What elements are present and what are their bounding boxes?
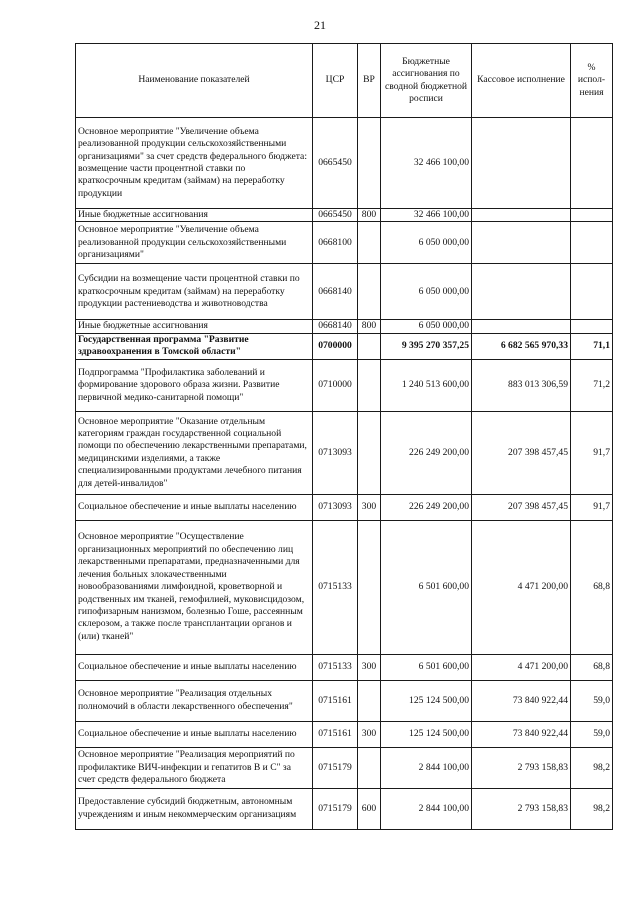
row-csr-cell: 0713093 bbox=[313, 411, 358, 494]
row-vr-cell bbox=[358, 520, 381, 654]
row-vr-cell: 800 bbox=[358, 320, 381, 333]
row-vr-cell bbox=[358, 333, 381, 359]
row-name-cell: Основное мероприятие "Реализация отдельных полномочий в области лекарственного обеспечения" bbox=[76, 680, 313, 721]
row-percent-cell: 91,7 bbox=[571, 411, 613, 494]
row-percent-cell: 71,2 bbox=[571, 359, 613, 411]
table-row bbox=[76, 118, 613, 209]
row-execution-cell: 883 013 306,59 bbox=[472, 359, 571, 411]
row-percent-cell bbox=[571, 320, 613, 333]
table-row bbox=[76, 788, 613, 829]
row-csr-cell: 0715179 bbox=[313, 747, 358, 788]
table-row bbox=[76, 520, 613, 654]
row-vr-cell bbox=[358, 411, 381, 494]
header-vr: ВР bbox=[358, 44, 381, 118]
row-name-cell: Иные бюджетные ассигнования bbox=[76, 320, 313, 333]
row-csr-cell: 0710000 bbox=[313, 359, 358, 411]
row-assignments-cell: 6 501 600,00 bbox=[381, 654, 472, 680]
row-csr-cell: 0715133 bbox=[313, 520, 358, 654]
row-percent-cell bbox=[571, 222, 613, 264]
header-execution: Кассовое исполнение bbox=[472, 44, 571, 118]
table-row bbox=[76, 747, 613, 788]
table-row bbox=[76, 264, 613, 320]
row-vr-cell bbox=[358, 118, 381, 209]
row-execution-cell: 6 682 565 970,33 bbox=[472, 333, 571, 359]
row-percent-cell: 68,8 bbox=[571, 520, 613, 654]
header-assignments: Бюджетные ассигнования по сводной бюджетной росписи bbox=[381, 44, 472, 118]
row-name-cell: Иные бюджетные ассигнования bbox=[76, 209, 313, 222]
budget-execution-table bbox=[75, 43, 613, 830]
row-percent-cell: 59,0 bbox=[571, 680, 613, 721]
row-name-cell: Основное мероприятие "Осуществление организационных мероприятий по обеспечению лиц лекарственными препаратами, предназначенными для лечения больных злокачественными новообразованиями лимфоидной, кроветворной и родственных им тканей, гемофилией, муковисцидозом, гипофизарным нанизмом, болезнью Гоше, рассеянным склерозом, а также после трансплантации органов и (или) тканей" bbox=[76, 520, 313, 654]
table-row bbox=[76, 333, 613, 359]
row-assignments-cell: 226 249 200,00 bbox=[381, 411, 472, 494]
page-number: 21 bbox=[314, 18, 326, 32]
row-percent-cell: 68,8 bbox=[571, 654, 613, 680]
row-percent-cell: 91,7 bbox=[571, 494, 613, 520]
row-assignments-cell: 125 124 500,00 bbox=[381, 680, 472, 721]
row-assignments-cell: 6 050 000,00 bbox=[381, 264, 472, 320]
row-csr-cell: 0715179 bbox=[313, 788, 358, 829]
table-row bbox=[76, 222, 613, 264]
row-name-cell: Государственная программа "Развитие здравоохранения в Томской области" bbox=[76, 333, 313, 359]
row-csr-cell: 0668100 bbox=[313, 222, 358, 264]
table-row bbox=[76, 654, 613, 680]
row-csr-cell: 0715161 bbox=[313, 680, 358, 721]
row-assignments-cell: 2 844 100,00 bbox=[381, 747, 472, 788]
row-vr-cell: 800 bbox=[358, 209, 381, 222]
row-csr-cell: 0713093 bbox=[313, 494, 358, 520]
row-assignments-cell: 2 844 100,00 bbox=[381, 788, 472, 829]
row-name-cell: Субсидии на возмещение части процентной ставки по краткосрочным кредитам (займам) на переработку продукции растениеводства и животноводства bbox=[76, 264, 313, 320]
row-execution-cell: 207 398 457,45 bbox=[472, 411, 571, 494]
row-execution-cell bbox=[472, 264, 571, 320]
table-row bbox=[76, 320, 613, 333]
row-csr-cell: 0665450 bbox=[313, 209, 358, 222]
row-execution-cell: 207 398 457,45 bbox=[472, 494, 571, 520]
row-assignments-cell: 125 124 500,00 bbox=[381, 721, 472, 747]
row-percent-cell bbox=[571, 118, 613, 209]
row-execution-cell: 4 471 200,00 bbox=[472, 654, 571, 680]
row-vr-cell: 300 bbox=[358, 721, 381, 747]
row-csr-cell: 0700000 bbox=[313, 333, 358, 359]
row-csr-cell: 0715161 bbox=[313, 721, 358, 747]
row-execution-cell bbox=[472, 118, 571, 209]
row-percent-cell: 71,1 bbox=[571, 333, 613, 359]
table-row bbox=[76, 680, 613, 721]
row-name-cell: Предоставление субсидий бюджетным, автономным учреждениям и иным некоммерческим организациям bbox=[76, 788, 313, 829]
table-row bbox=[76, 411, 613, 494]
row-csr-cell: 0715133 bbox=[313, 654, 358, 680]
row-csr-cell: 0665450 bbox=[313, 118, 358, 209]
row-assignments-cell: 32 466 100,00 bbox=[381, 118, 472, 209]
table-row bbox=[76, 721, 613, 747]
row-assignments-cell: 32 466 100,00 bbox=[381, 209, 472, 222]
row-execution-cell bbox=[472, 222, 571, 264]
row-percent-cell: 59,0 bbox=[571, 721, 613, 747]
row-vr-cell bbox=[358, 264, 381, 320]
row-execution-cell bbox=[472, 209, 571, 222]
row-vr-cell bbox=[358, 680, 381, 721]
row-name-cell: Социальное обеспечение и иные выплаты населению bbox=[76, 721, 313, 747]
table-row bbox=[76, 494, 613, 520]
row-name-cell: Основное мероприятие "Увеличение объема реализованной продукции сельскохозяйственными организациями" за счет средств федерального бюджета: возмещение части процентной ставки по краткосрочным кредитам (займам) на переработку продукции bbox=[76, 118, 313, 209]
row-name-cell: Социальное обеспечение и иные выплаты населению bbox=[76, 654, 313, 680]
row-assignments-cell: 6 050 000,00 bbox=[381, 320, 472, 333]
row-execution-cell: 73 840 922,44 bbox=[472, 680, 571, 721]
header-csr: ЦСР bbox=[313, 44, 358, 118]
row-execution-cell: 2 793 158,83 bbox=[472, 747, 571, 788]
row-percent-cell: 98,2 bbox=[571, 747, 613, 788]
table-row bbox=[76, 359, 613, 411]
row-name-cell: Подпрограмма "Профилактика заболеваний и формирование здорового образа жизни. Развитие первичной медико-санитарной помощи" bbox=[76, 359, 313, 411]
row-assignments-cell: 1 240 513 600,00 bbox=[381, 359, 472, 411]
row-vr-cell bbox=[358, 222, 381, 264]
row-name-cell: Социальное обеспечение и иные выплаты населению bbox=[76, 494, 313, 520]
row-execution-cell: 73 840 922,44 bbox=[472, 721, 571, 747]
row-vr-cell: 300 bbox=[358, 494, 381, 520]
row-vr-cell bbox=[358, 747, 381, 788]
row-execution-cell: 2 793 158,83 bbox=[472, 788, 571, 829]
row-assignments-cell: 226 249 200,00 bbox=[381, 494, 472, 520]
header-name: Наименование показателей bbox=[76, 44, 313, 118]
row-assignments-cell: 9 395 270 357,25 bbox=[381, 333, 472, 359]
row-assignments-cell: 6 501 600,00 bbox=[381, 520, 472, 654]
table-row bbox=[76, 209, 613, 222]
row-vr-cell: 300 bbox=[358, 654, 381, 680]
row-name-cell: Основное мероприятие "Увеличение объема реализованной продукции сельскохозяйственными организациями" bbox=[76, 222, 313, 264]
row-percent-cell: 98,2 bbox=[571, 788, 613, 829]
row-execution-cell: 4 471 200,00 bbox=[472, 520, 571, 654]
row-percent-cell bbox=[571, 264, 613, 320]
row-assignments-cell: 6 050 000,00 bbox=[381, 222, 472, 264]
header-percent: % испол- нения bbox=[571, 44, 613, 118]
row-csr-cell: 0668140 bbox=[313, 320, 358, 333]
row-name-cell: Основное мероприятие "Оказание отдельным категориям граждан государственной социальной помощи по обеспечению лекарственными препаратами, медицинскими изделиями, а также специализированными продуктами лечебного питания для детей-инвалидов" bbox=[76, 411, 313, 494]
row-vr-cell bbox=[358, 359, 381, 411]
row-name-cell: Основное мероприятие "Реализация мероприятий по профилактике ВИЧ-инфекции и гепатитов В и С" за счет средств федерального бюджета bbox=[76, 747, 313, 788]
row-percent-cell bbox=[571, 209, 613, 222]
row-csr-cell: 0668140 bbox=[313, 264, 358, 320]
row-execution-cell bbox=[472, 320, 571, 333]
row-vr-cell: 600 bbox=[358, 788, 381, 829]
